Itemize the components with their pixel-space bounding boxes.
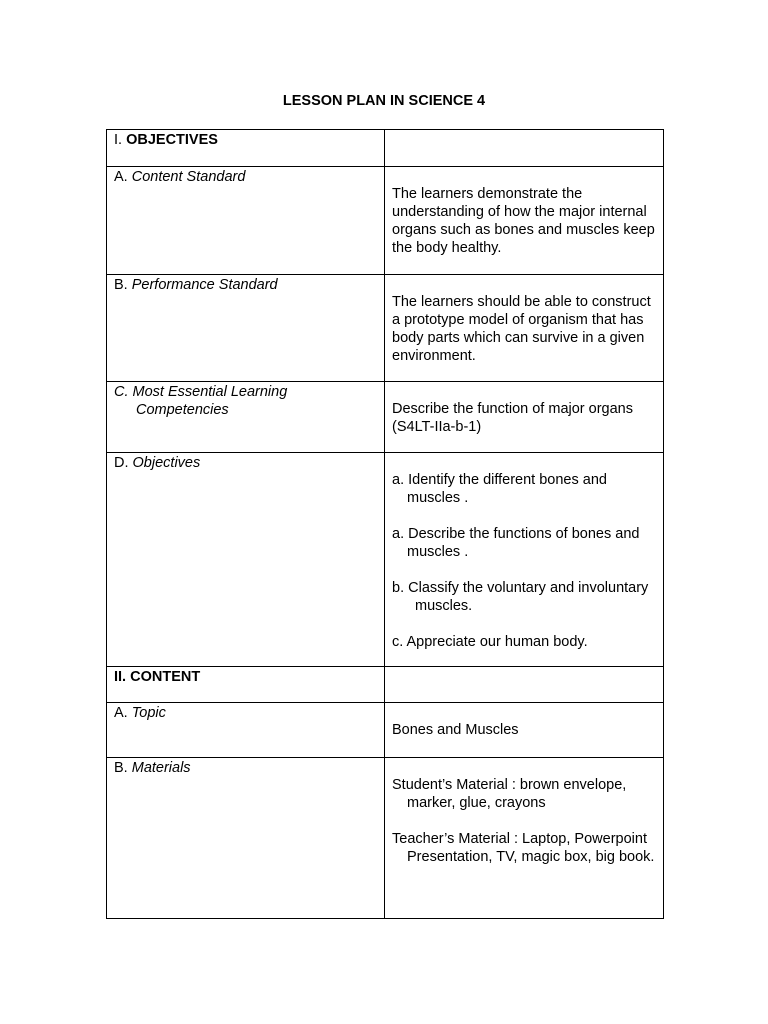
performance-standard-text-cell [385, 275, 664, 382]
content-header-empty-cell [385, 667, 664, 703]
melc-text-cell [385, 382, 664, 453]
melc-label-line2: Competencies [136, 402, 229, 418]
materials-label: Materials [131, 760, 191, 776]
row-topic [107, 703, 664, 758]
objectives-label-cell [107, 453, 385, 667]
row-objectives [107, 453, 664, 667]
topic-label-cell [107, 703, 385, 758]
performance-standard-label-cell [107, 275, 385, 382]
topic-label: Topic [131, 705, 166, 721]
lesson-plan-table [106, 129, 664, 919]
melc-label-cell [107, 382, 385, 453]
row-performance-standard [107, 275, 664, 382]
section-1-heading: OBJECTIVES [126, 132, 218, 148]
objectives-list-cell [385, 453, 664, 667]
topic-text: Bones and Muscles [392, 722, 519, 738]
page-title: LESSON PLAN IN SCIENCE 4 [282, 93, 486, 109]
row-materials [107, 758, 664, 919]
content-standard-text: The learners demonstrate the understanding of how the major internal organs such as bones and muscles keep the body healthy. [392, 186, 655, 256]
content-standard-label-cell [107, 167, 385, 275]
performance-standard-prefix: B. [114, 277, 128, 293]
objectives-label: Objectives [132, 455, 201, 471]
student-material-text: Student’s Material : brown envelope, marker, glue, crayons [392, 777, 627, 811]
content-header-cell [107, 667, 385, 703]
objectives-prefix: D. [114, 455, 129, 471]
topic-text-cell [385, 703, 664, 758]
objective-item: b. Classify the voluntary and involuntary muscles. [392, 580, 649, 614]
objectives-header-empty-cell [385, 130, 664, 167]
performance-standard-label: Performance Standard [131, 277, 278, 293]
row-content-standard [107, 167, 664, 275]
objective-item: a. Describe the functions of bones and muscles . [392, 526, 640, 560]
objectives-header-cell [107, 130, 385, 167]
row-content-header [107, 667, 664, 703]
objective-item: c. Appreciate our human body. [392, 634, 588, 650]
row-melc [107, 382, 664, 453]
performance-standard-text: The learners should be able to construct a prototype model of organism that has body parts which can survive in a given environment. [392, 294, 651, 364]
section-1-prefix: I. [114, 132, 123, 148]
materials-prefix: B. [114, 760, 128, 776]
section-2-heading: II. CONTENT [114, 669, 201, 685]
objective-item: a. Identify the different bones and muscles . [392, 472, 607, 506]
materials-label-cell [107, 758, 385, 919]
row-objectives-header [107, 130, 664, 167]
materials-text-cell [385, 758, 664, 919]
teacher-material-text: Teacher’s Material : Laptop, Powerpoint Presentation, TV, magic box, big book. [392, 831, 655, 865]
content-standard-prefix: A. [114, 169, 128, 185]
content-standard-text-cell [385, 167, 664, 275]
melc-label-line1: C. Most Essential Learning [114, 384, 288, 400]
topic-prefix: A. [114, 705, 128, 721]
melc-text: Describe the function of major organs (S4LT-IIa-b-1) [392, 401, 633, 435]
content-standard-label: Content Standard [131, 169, 246, 185]
